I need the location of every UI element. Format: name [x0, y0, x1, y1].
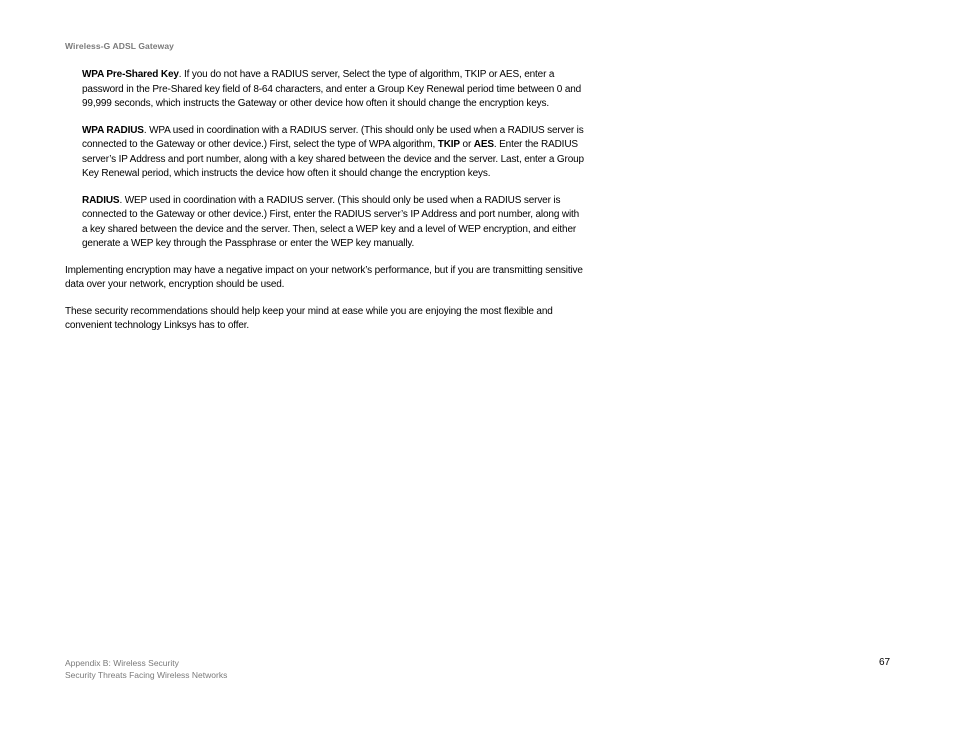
section-text: . WEP used in coordination with a RADIUS server. (This should only be used when a RADIUS server is connected to the Gateway or other device.) First, enter the RADIUS server’s IP Address and port number, along with a key shared between the device and the server. Then, select a WEP key and a level of WEP encryption, and either generate a WEP key through the Passphrase or enter the WEP key manually. [82, 194, 580, 249]
footer-section-title: Security Threats Facing Wireless Networks [65, 670, 228, 680]
paragraph-security-recommendations: These security recommendations should help keep your mind at ease while you are enjoying the most flexible and convenient technology Linksys has to offer. [65, 305, 553, 331]
section-wpa-pre-shared-key [82, 68, 587, 112]
section-wpa-radius [82, 124, 587, 182]
term-wpa-radius: WPA RADIUS [82, 124, 144, 136]
footer [65, 657, 227, 681]
paragraph-encryption-impact: Implementing encryption may have a negative impact on your network’s performance, but if you are transmitting sensitive data over your network, encryption should be used. [65, 264, 583, 290]
footer-appendix-title: Appendix B: Wireless Security [65, 658, 179, 668]
section-text-before: . WPA used in coordination with a RADIUS server. (This should only be used when a RADIUS server is connected to the Gateway or other device.) First, select the type of WPA algorithm, [82, 124, 584, 150]
running-header: Wireless-G ADSL Gateway [65, 41, 174, 51]
term-aes: AES [473, 139, 494, 150]
term-wpa-pre-shared-key: WPA Pre-Shared Key [82, 69, 179, 80]
page-number: 67 [879, 657, 891, 668]
document-body [65, 68, 595, 346]
term-tkip: TKIP [437, 139, 460, 150]
section-text-after: . Enter the RADIUS server’s IP Address and port number, along with a key shared between the device and the server. Last, enter a Group Key Renewal period, which instructs the device how often it should change the encryption keys. [82, 139, 584, 179]
section-text: . If you do not have a RADIUS server, Select the type of algorithm, TKIP or AES, enter a password in the Pre-Shared key field of 8-64 characters, and enter a Group Key Renewal period time between 0 and 99,999 seconds, which instructs the Gateway or other device how often it should change the encryption keys. [82, 69, 582, 109]
term-radius: RADIUS [82, 194, 120, 206]
section-text-mid: or [459, 139, 474, 150]
section-radius [82, 194, 587, 252]
